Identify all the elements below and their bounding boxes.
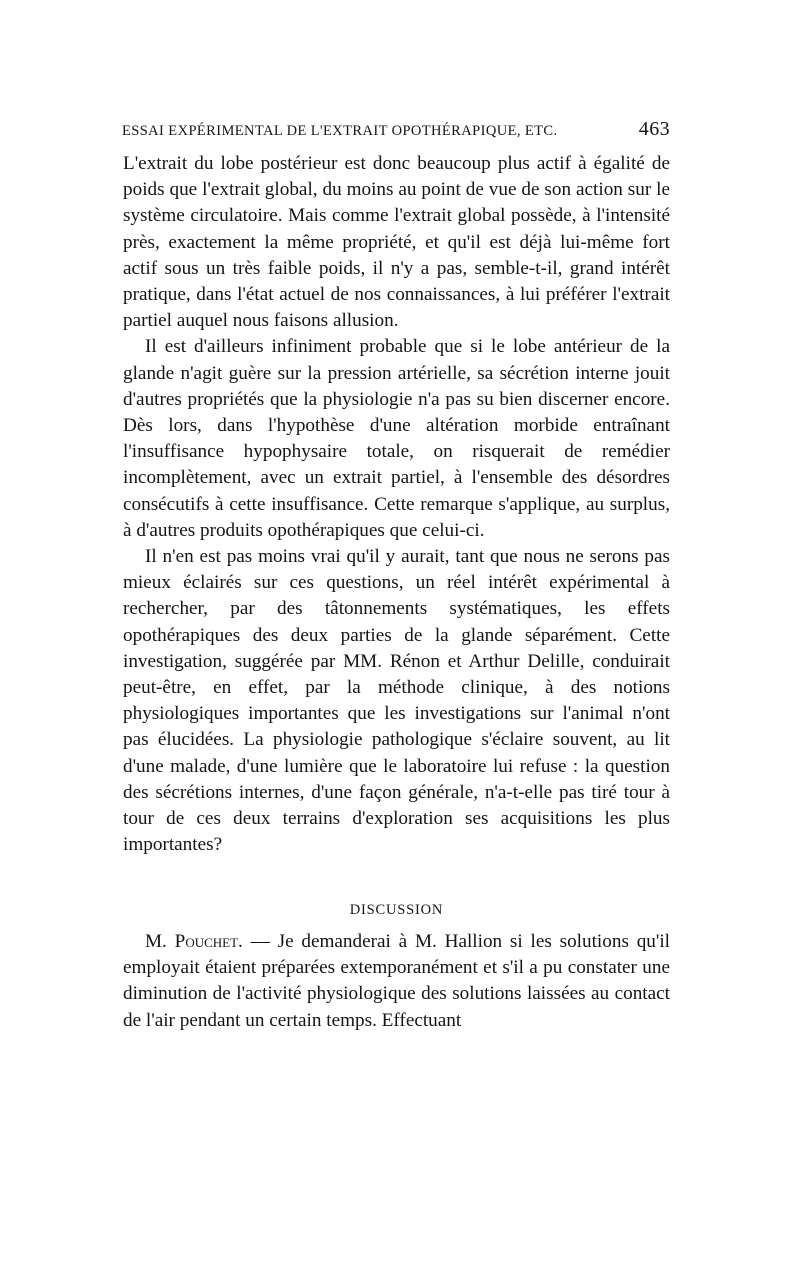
speech-text: — Je demanderai à M. Hallion si les solutions qu'il employait étaient préparées extemporanément et s'il a pu constater une diminution de l'activité physiologique des solutions laissées au contact de l'air pendant un certain temps. Effectuant [123,931,671,1031]
paragraph: L'extrait du lobe postérieur est donc beaucoup plus actif à égalité de poids que l'extrait global, du moins au point de vue de son action sur le système circulatoire. Mais comme l'extrait global possède, à l'intensité près, exactement la même propriété, et qu'il est déjà lui-même fort actif sous un très faible poids, il n'y a pas, semble-t-il, grand intérêt pratique, dans l'état actuel de nos connaissances, à lui préférer l'extrait partiel auquel nous faisons allusion. [123,153,670,332]
paragraph: Il est d'ailleurs infiniment probable que si le lobe antérieur de la glande n'agit guère sur la pression artérielle, sa sécrétion interne jouit d'autres propriétés que la physiologie n'a pas su bien discerner encore. Dès lors, dans l'hypothèse d'une altération morbide entraînant l'insuffisance hypophysaire totale, on risquerait de remédier incomplètement, avec un extrait partiel, à l'ensemble des désordres consécutifs à cette insuffisance. Cette remarque s'applique, au surplus, à d'autres produits opothérapiques que celui-ci. [123,336,670,541]
section-heading: DISCUSSION [349,902,444,918]
discussion-text [123,929,670,1034]
paragraph: Il n'en est pas moins vrai qu'il y aurait, tant que nous ne serons pas mieux éclairés sur ces questions, un réel intérêt expérimental à rechercher, par des tâtonnements systématiques, les effets opothérapiques des deux parties de la glande séparément. Cette investigation, suggérée par MM. Rénon et Arthur Delille, conduirait peut-être, en effet, par la méthode clinique, à des notions physiologiques importantes que les investigations sur l'animal n'ont pas élucidées. La physiologie pathologique s'éclaire souvent, au lit d'une malade, d'une lumière que le laboratoire lui refuse : la question des sécrétions internes, d'une façon générale, n'a-t-elle pas tiré tour à tour de ces deux terrains d'exploration ses acquisitions les plus importantes? [123,546,670,856]
running-title: ESSAI EXPÉRIMENTAL DE L'EXTRAIT OPOTHÉRAPIQUE, ETC. [122,123,558,139]
page-number: 463 [638,118,670,140]
main-text [123,151,670,858]
discussion-paragraph [123,929,670,1034]
running-head [122,117,670,147]
speaker-name: M. Pouchet. [145,931,243,952]
